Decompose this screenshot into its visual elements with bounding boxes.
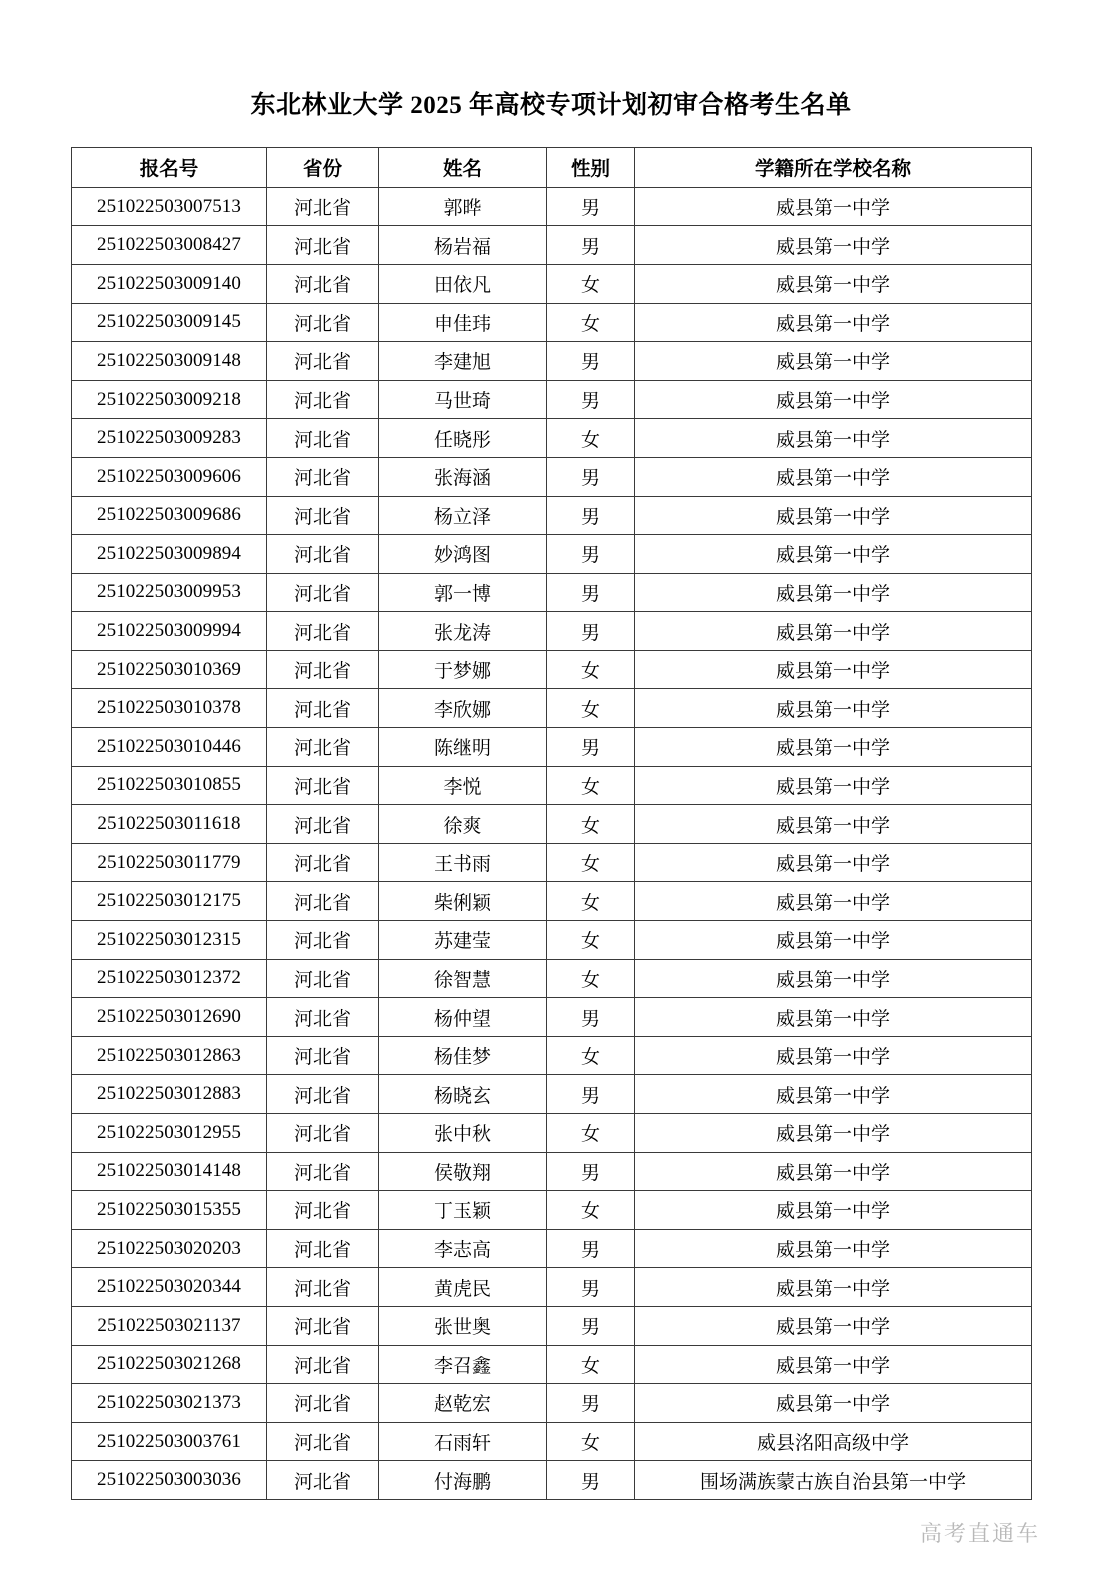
table-row [72, 766, 1032, 805]
cell-registration-number: 251022503021373 [72, 1384, 267, 1423]
cell-school: 威县第一中学 [635, 921, 1032, 960]
table-row [72, 612, 1032, 651]
cell-gender: 女 [547, 1422, 635, 1461]
cell-name: 王书雨 [379, 843, 547, 882]
cell-province: 河北省 [267, 1152, 379, 1191]
cell-gender: 男 [547, 535, 635, 574]
cell-gender: 男 [547, 380, 635, 419]
cell-registration-number: 251022503009994 [72, 612, 267, 651]
cell-registration-number: 251022503014148 [72, 1152, 267, 1191]
cell-province: 河北省 [267, 1461, 379, 1500]
cell-registration-number: 251022503012372 [72, 959, 267, 998]
table-row [72, 457, 1032, 496]
cell-registration-number: 251022503009686 [72, 496, 267, 535]
cell-name: 陈继明 [379, 728, 547, 767]
cell-name: 李建旭 [379, 342, 547, 381]
cell-school: 威县第一中学 [635, 1036, 1032, 1075]
cell-province: 河北省 [267, 535, 379, 574]
cell-registration-number: 251022503012175 [72, 882, 267, 921]
cell-name: 马世琦 [379, 380, 547, 419]
cell-school: 威县第一中学 [635, 805, 1032, 844]
cell-province: 河北省 [267, 766, 379, 805]
cell-name: 郭一博 [379, 573, 547, 612]
cell-name: 石雨轩 [379, 1422, 547, 1461]
cell-province: 河北省 [267, 728, 379, 767]
cell-registration-number: 251022503011779 [72, 843, 267, 882]
cell-name: 张世奥 [379, 1306, 547, 1345]
cell-province: 河北省 [267, 1229, 379, 1268]
table-row [72, 1306, 1032, 1345]
cell-gender: 男 [547, 612, 635, 651]
cell-name: 苏建莹 [379, 921, 547, 960]
cell-gender: 女 [547, 766, 635, 805]
cell-registration-number: 251022503009953 [72, 573, 267, 612]
cell-school: 威县第一中学 [635, 535, 1032, 574]
cell-gender: 男 [547, 187, 635, 226]
cell-province: 河北省 [267, 419, 379, 458]
cell-school: 威县第一中学 [635, 843, 1032, 882]
cell-gender: 男 [547, 1075, 635, 1114]
cell-name: 张中秋 [379, 1114, 547, 1153]
cell-gender: 女 [547, 805, 635, 844]
table-header [72, 147, 1032, 187]
cell-school: 威县第一中学 [635, 1384, 1032, 1423]
cell-gender: 女 [547, 921, 635, 960]
column-header-name: 姓名 [379, 147, 547, 187]
cell-gender: 男 [547, 998, 635, 1037]
cell-registration-number: 251022503012315 [72, 921, 267, 960]
table-row [72, 496, 1032, 535]
cell-province: 河北省 [267, 573, 379, 612]
cell-school: 威县洺阳高级中学 [635, 1422, 1032, 1461]
cell-school: 威县第一中学 [635, 496, 1032, 535]
cell-registration-number: 251022503003036 [72, 1461, 267, 1500]
cell-name: 黄虎民 [379, 1268, 547, 1307]
cell-registration-number: 251022503010378 [72, 689, 267, 728]
cell-school: 威县第一中学 [635, 689, 1032, 728]
table-row [72, 573, 1032, 612]
cell-name: 申佳玮 [379, 303, 547, 342]
cell-gender: 男 [547, 1229, 635, 1268]
cell-gender: 女 [547, 882, 635, 921]
table-row [72, 1461, 1032, 1500]
cell-name: 徐爽 [379, 805, 547, 844]
table-row [72, 1384, 1032, 1423]
cell-province: 河北省 [267, 612, 379, 651]
cell-school: 威县第一中学 [635, 1268, 1032, 1307]
cell-name: 杨晓玄 [379, 1075, 547, 1114]
cell-school: 威县第一中学 [635, 882, 1032, 921]
cell-school: 威县第一中学 [635, 959, 1032, 998]
cell-school: 威县第一中学 [635, 998, 1032, 1037]
cell-name: 任晓彤 [379, 419, 547, 458]
cell-province: 河北省 [267, 457, 379, 496]
page-title: 东北林业大学 2025 年高校专项计划初审合格考生名单 [250, 91, 852, 119]
cell-registration-number: 251022503008427 [72, 226, 267, 265]
cell-registration-number: 251022503020203 [72, 1229, 267, 1268]
roster-table-container [71, 147, 1031, 1500]
cell-name: 丁玉颖 [379, 1191, 547, 1230]
cell-name: 李悦 [379, 766, 547, 805]
cell-name: 杨仲望 [379, 998, 547, 1037]
cell-province: 河北省 [267, 805, 379, 844]
table-row [72, 1114, 1032, 1153]
table-row [72, 1191, 1032, 1230]
cell-name: 侯敬翔 [379, 1152, 547, 1191]
cell-school: 围场满族蒙古族自治县第一中学 [635, 1461, 1032, 1500]
cell-gender: 女 [547, 650, 635, 689]
cell-registration-number: 251022503012955 [72, 1114, 267, 1153]
cell-school: 威县第一中学 [635, 573, 1032, 612]
cell-school: 威县第一中学 [635, 303, 1032, 342]
cell-school: 威县第一中学 [635, 264, 1032, 303]
cell-registration-number: 251022503009606 [72, 457, 267, 496]
cell-province: 河北省 [267, 1114, 379, 1153]
cell-name: 付海鹏 [379, 1461, 547, 1500]
cell-school: 威县第一中学 [635, 419, 1032, 458]
cell-gender: 女 [547, 1345, 635, 1384]
cell-registration-number: 251022503009140 [72, 264, 267, 303]
cell-gender: 男 [547, 1306, 635, 1345]
cell-gender: 男 [547, 496, 635, 535]
cell-registration-number: 251022503009148 [72, 342, 267, 381]
cell-province: 河北省 [267, 921, 379, 960]
cell-registration-number: 251022503009894 [72, 535, 267, 574]
cell-province: 河北省 [267, 959, 379, 998]
cell-province: 河北省 [267, 1306, 379, 1345]
cell-registration-number: 251022503009145 [72, 303, 267, 342]
cell-gender: 女 [547, 1191, 635, 1230]
cell-gender: 女 [547, 959, 635, 998]
column-header-gender: 性别 [547, 147, 635, 187]
table-row [72, 998, 1032, 1037]
cell-province: 河北省 [267, 264, 379, 303]
table-row [72, 882, 1032, 921]
cell-school: 威县第一中学 [635, 1075, 1032, 1114]
column-header-school: 学籍所在学校名称 [635, 147, 1032, 187]
cell-province: 河北省 [267, 882, 379, 921]
cell-school: 威县第一中学 [635, 728, 1032, 767]
cell-gender: 男 [547, 1461, 635, 1500]
cell-province: 河北省 [267, 1384, 379, 1423]
cell-province: 河北省 [267, 1191, 379, 1230]
cell-registration-number: 251022503021268 [72, 1345, 267, 1384]
table-row [72, 650, 1032, 689]
cell-name: 李志高 [379, 1229, 547, 1268]
table-row [72, 226, 1032, 265]
cell-name: 张海涵 [379, 457, 547, 496]
cell-name: 赵乾宏 [379, 1384, 547, 1423]
cell-school: 威县第一中学 [635, 1306, 1032, 1345]
cell-name: 郭晔 [379, 187, 547, 226]
table-row [72, 1036, 1032, 1075]
cell-registration-number: 251022503010369 [72, 650, 267, 689]
table-row [72, 1075, 1032, 1114]
cell-school: 威县第一中学 [635, 650, 1032, 689]
table-row [72, 535, 1032, 574]
cell-gender: 男 [547, 226, 635, 265]
cell-name: 杨岩福 [379, 226, 547, 265]
table-row [72, 843, 1032, 882]
cell-registration-number: 251022503020344 [72, 1268, 267, 1307]
cell-registration-number: 251022503009218 [72, 380, 267, 419]
cell-name: 柴俐颖 [379, 882, 547, 921]
cell-province: 河北省 [267, 1345, 379, 1384]
cell-registration-number: 251022503012863 [72, 1036, 267, 1075]
candidate-roster-table [71, 147, 1032, 1500]
cell-province: 河北省 [267, 1036, 379, 1075]
table-body [72, 187, 1032, 1499]
cell-province: 河北省 [267, 380, 379, 419]
cell-name: 张龙涛 [379, 612, 547, 651]
cell-school: 威县第一中学 [635, 1345, 1032, 1384]
cell-school: 威县第一中学 [635, 1114, 1032, 1153]
cell-gender: 男 [547, 573, 635, 612]
cell-gender: 女 [547, 1036, 635, 1075]
cell-school: 威县第一中学 [635, 1152, 1032, 1191]
cell-school: 威县第一中学 [635, 342, 1032, 381]
cell-gender: 女 [547, 689, 635, 728]
table-row [72, 419, 1032, 458]
table-row [72, 805, 1032, 844]
cell-gender: 男 [547, 1384, 635, 1423]
cell-school: 威县第一中学 [635, 766, 1032, 805]
cell-school: 威县第一中学 [635, 1191, 1032, 1230]
table-row [72, 264, 1032, 303]
cell-province: 河北省 [267, 1075, 379, 1114]
column-header-registration-number: 报名号 [72, 147, 267, 187]
cell-school: 威县第一中学 [635, 380, 1032, 419]
cell-registration-number: 251022503021137 [72, 1306, 267, 1345]
table-row [72, 1345, 1032, 1384]
cell-name: 徐智慧 [379, 959, 547, 998]
cell-province: 河北省 [267, 1268, 379, 1307]
cell-registration-number: 251022503007513 [72, 187, 267, 226]
cell-name: 杨佳梦 [379, 1036, 547, 1075]
table-row [72, 728, 1032, 767]
table-row [72, 1152, 1032, 1191]
cell-gender: 女 [547, 843, 635, 882]
cell-registration-number: 251022503010855 [72, 766, 267, 805]
cell-school: 威县第一中学 [635, 612, 1032, 651]
cell-province: 河北省 [267, 342, 379, 381]
cell-name: 田依凡 [379, 264, 547, 303]
cell-registration-number: 251022503012690 [72, 998, 267, 1037]
cell-province: 河北省 [267, 226, 379, 265]
cell-province: 河北省 [267, 650, 379, 689]
cell-province: 河北省 [267, 689, 379, 728]
cell-gender: 女 [547, 419, 635, 458]
cell-province: 河北省 [267, 496, 379, 535]
cell-province: 河北省 [267, 1422, 379, 1461]
table-row [72, 1422, 1032, 1461]
table-row [72, 921, 1032, 960]
cell-province: 河北省 [267, 187, 379, 226]
table-row [72, 187, 1032, 226]
cell-registration-number: 251022503010446 [72, 728, 267, 767]
cell-gender: 男 [547, 728, 635, 767]
cell-name: 李召鑫 [379, 1345, 547, 1384]
cell-name: 杨立泽 [379, 496, 547, 535]
cell-gender: 男 [547, 1152, 635, 1191]
cell-registration-number: 251022503015355 [72, 1191, 267, 1230]
cell-registration-number: 251022503012883 [72, 1075, 267, 1114]
cell-name: 于梦娜 [379, 650, 547, 689]
table-row [72, 1268, 1032, 1307]
cell-gender: 男 [547, 457, 635, 496]
table-row [72, 303, 1032, 342]
cell-school: 威县第一中学 [635, 226, 1032, 265]
table-row [72, 689, 1032, 728]
cell-name: 李欣娜 [379, 689, 547, 728]
cell-gender: 女 [547, 303, 635, 342]
cell-registration-number: 251022503003761 [72, 1422, 267, 1461]
cell-registration-number: 251022503011618 [72, 805, 267, 844]
cell-province: 河北省 [267, 998, 379, 1037]
cell-registration-number: 251022503009283 [72, 419, 267, 458]
table-row [72, 1229, 1032, 1268]
table-row [72, 342, 1032, 381]
cell-gender: 女 [547, 1114, 635, 1153]
cell-province: 河北省 [267, 303, 379, 342]
table-row [72, 959, 1032, 998]
cell-school: 威县第一中学 [635, 457, 1032, 496]
document-page [0, 17, 1102, 1576]
watermark: 高考直通车 [919, 1520, 1040, 1546]
cell-school: 威县第一中学 [635, 187, 1032, 226]
cell-gender: 男 [547, 1268, 635, 1307]
cell-province: 河北省 [267, 843, 379, 882]
cell-gender: 男 [547, 342, 635, 381]
table-header-row [72, 147, 1032, 187]
cell-school: 威县第一中学 [635, 1229, 1032, 1268]
cell-gender: 女 [547, 264, 635, 303]
column-header-province: 省份 [267, 147, 379, 187]
cell-name: 妙鸿图 [379, 535, 547, 574]
table-row [72, 380, 1032, 419]
